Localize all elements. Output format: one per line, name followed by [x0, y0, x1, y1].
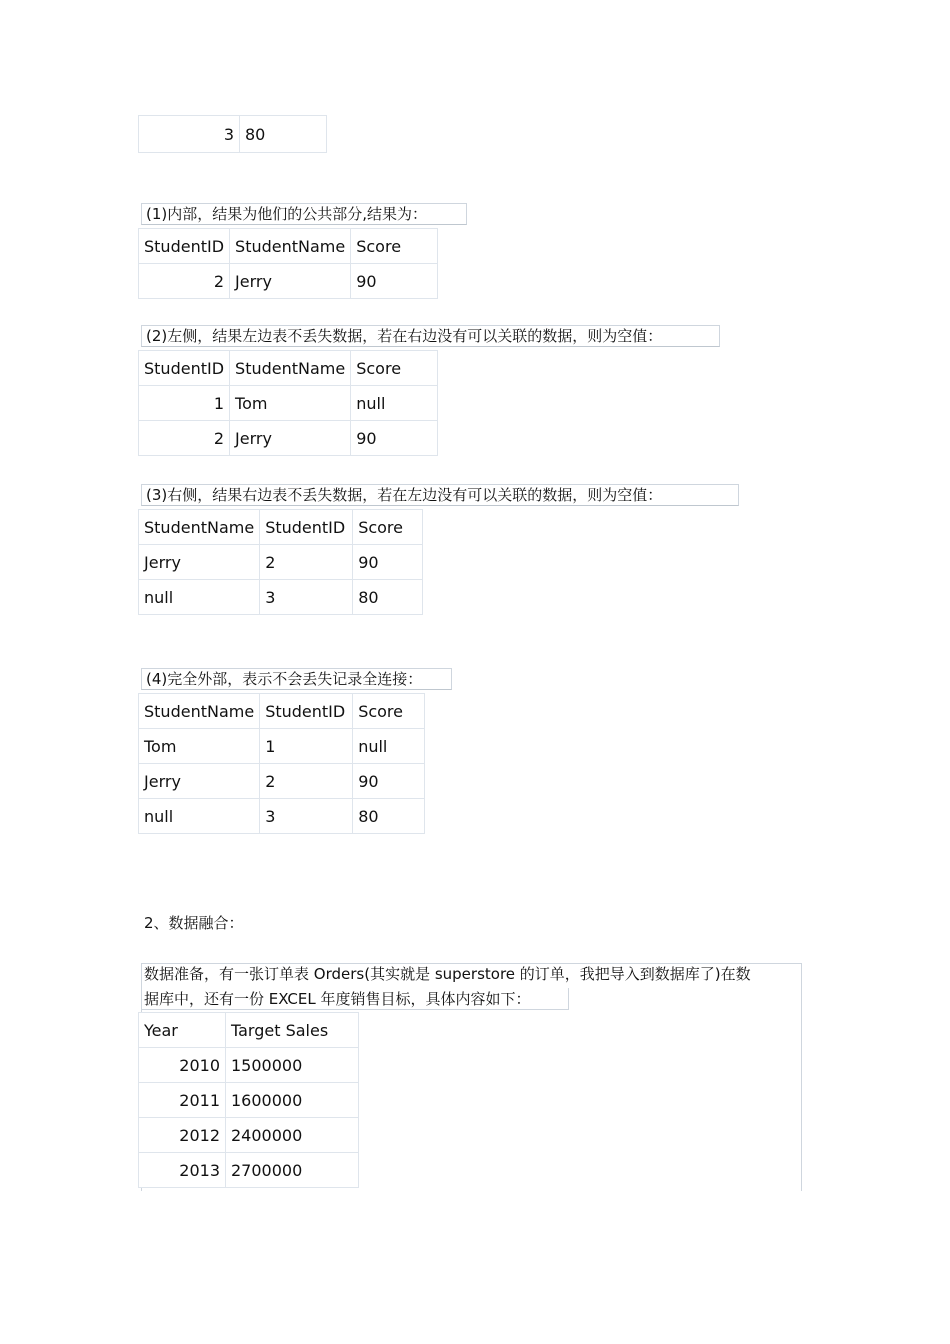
- full-outer-join-table: [138, 693, 425, 834]
- column-header: StudentID: [260, 694, 353, 729]
- table-cell: Jerry: [230, 264, 351, 299]
- table-row: [139, 580, 423, 615]
- table-cell: 2012: [139, 1118, 226, 1153]
- column-header: Score: [351, 229, 438, 264]
- column-header: Score: [353, 694, 425, 729]
- table-cell: 2400000: [226, 1118, 359, 1153]
- table-cell: 90: [351, 264, 438, 299]
- section-1-caption: (1)内部，结果为他们的公共部分,结果为：: [141, 203, 467, 225]
- right-join-table: [138, 509, 423, 615]
- table-row: [139, 116, 327, 153]
- table-cell: 3: [139, 116, 240, 153]
- column-header: Score: [353, 510, 423, 545]
- table-row: [139, 1083, 359, 1118]
- table-cell: 2013: [139, 1153, 226, 1188]
- table-header-row: [139, 229, 438, 264]
- table-cell: 90: [353, 545, 423, 580]
- column-header: StudentName: [230, 229, 351, 264]
- table-cell: 2700000: [226, 1153, 359, 1188]
- table-header-row: [139, 510, 423, 545]
- target-sales-table: [138, 1012, 359, 1188]
- column-header: StudentName: [139, 694, 260, 729]
- table-cell: null: [353, 729, 425, 764]
- table-header-row: [139, 351, 438, 386]
- table-cell: Jerry: [139, 545, 260, 580]
- table-cell: 1600000: [226, 1083, 359, 1118]
- table-header-row: [139, 694, 425, 729]
- table-cell: 1: [139, 386, 230, 421]
- table-cell: 80: [353, 580, 423, 615]
- table-row: [139, 421, 438, 456]
- table-cell: 2: [139, 264, 230, 299]
- section-3-caption: (3)右侧，结果右边表不丢失数据，若在左边没有可以关联的数据，则为空值：: [141, 484, 739, 506]
- table-row: [139, 764, 425, 799]
- table-cell: 3: [260, 799, 353, 834]
- column-header: StudentID: [139, 229, 230, 264]
- left-join-table: [138, 350, 438, 456]
- table-cell: Jerry: [139, 764, 260, 799]
- table-cell: Jerry: [230, 421, 351, 456]
- table-cell: 2: [260, 545, 353, 580]
- table-cell: 2: [139, 421, 230, 456]
- table-cell: null: [139, 580, 260, 615]
- table-cell: null: [351, 386, 438, 421]
- table-cell: null: [139, 799, 260, 834]
- table-cell: 90: [351, 421, 438, 456]
- table-cell: Tom: [139, 729, 260, 764]
- table-cell: 3: [260, 580, 353, 615]
- column-header: Score: [351, 351, 438, 386]
- table-cell: 80: [240, 116, 327, 153]
- column-header: StudentName: [230, 351, 351, 386]
- section-2-caption: (2)左侧，结果左边表不丢失数据，若在右边没有可以关联的数据，则为空值：: [141, 325, 720, 347]
- table-row: [139, 386, 438, 421]
- paragraph-line-2: 据库中，还有一份 EXCEL 年度销售目标，具体内容如下：: [144, 990, 531, 1008]
- table-cell: 80: [353, 799, 425, 834]
- table-row: [139, 1153, 359, 1188]
- table-cell: 2010: [139, 1048, 226, 1083]
- top-fragment-table: [138, 115, 327, 153]
- table-cell: 1: [260, 729, 353, 764]
- table-row: [139, 545, 423, 580]
- table-cell: Tom: [230, 386, 351, 421]
- column-header: StudentID: [139, 351, 230, 386]
- paragraph-line-1: 数据准备，有一张订单表 Orders(其实就是 superstore 的订单，我把导入到数据库了)在数: [144, 965, 751, 983]
- column-header: StudentName: [139, 510, 260, 545]
- table-header-row: [139, 1013, 359, 1048]
- column-header: Target Sales: [226, 1013, 359, 1048]
- table-row: [139, 1118, 359, 1153]
- column-header: Year: [139, 1013, 226, 1048]
- column-header: StudentID: [260, 510, 353, 545]
- section-4-caption: (4)完全外部，表示不会丢失记录全连接：: [141, 668, 452, 690]
- inner-join-table: [138, 228, 438, 299]
- table-row: [139, 1048, 359, 1083]
- table-cell: 2011: [139, 1083, 226, 1118]
- table-cell: 1500000: [226, 1048, 359, 1083]
- table-cell: 2: [260, 764, 353, 799]
- table-row: [139, 264, 438, 299]
- section-heading: 2、数据融合：: [144, 914, 244, 932]
- table-row: [139, 799, 425, 834]
- table-cell: 90: [353, 764, 425, 799]
- table-row: [139, 729, 425, 764]
